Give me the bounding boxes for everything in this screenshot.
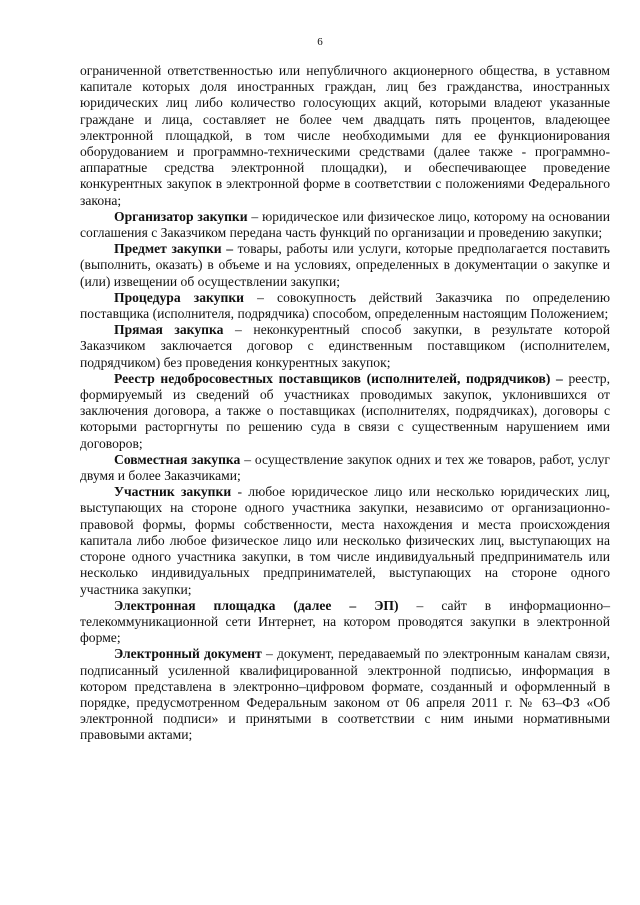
paragraph-continuation [80,63,610,209]
definition-text: – осуществление закупок одних и тех же товаров, работ, услуг двумя и более Заказчиками; [80,451,611,484]
definition-organizer [80,209,610,241]
definition-text: – документ, передаваемый по электронным каналам связи, подписанный усиленной квалифицированной электронной подписью, информация в котором представлена в электронно–цифровом формате, созданный и оформленный в порядке, предусмотренном Федеральным законом от 06 апреля 2011 г. № 63–ФЗ «Об электронной подписи» и принятыми в соответствии с ним иными нормативными правовыми актами; [80,646,610,743]
definition-text: - любое юридическое лицо или несколько юридических лиц, выступающих на стороне одного участника закупки, независимо от организационно-правовой формы, формы собственности, места нахождения и места происхождения капитала либо любое физическое лицо или несколько физических лиц, выступающих на стороне одного участника закупки, в том числе индивидуальный предприниматель или несколько индивидуальных предпринимателей, выступающих на стороне одного участника закупки; [80,484,610,597]
definition-registry [80,371,610,452]
term: Совместная закупка [114,451,241,467]
term: Участник закупки [114,484,232,500]
definition-text: – неконкурентный способ закупки, в результате которой Заказчиком заключается договор с единственным поставщиком (исполнителем, подрядчиком) без проведения конкурентных закупок; [80,322,610,370]
paragraph-text: ограниченной ответственностью или непубличного акционерного общества, в уставном капитале которых доля иностранных граждан, лиц без гражданства, иностранных юридических лиц либо количество голосующих акций, которыми владеют указанные граждане и лица, составляет не более чем двадцать пять процентов, владеющее электронной площадкой, в том числе необходимыми для ее функционирования оборудованием и программно-техническими средствами (далее также - программно-аппаратные средства электронной площадки), и обеспечивающее проведение конкурентных закупок в электронной форме в соответствии с положениями Федерального закона; [80,63,610,208]
document-body [80,63,610,744]
definition-text: – сайт в информационно–телекоммуникационной сети Интернет, на котором проводятся закупки в электронной форме; [80,597,610,646]
term: Прямая закупка [114,322,224,338]
definition-direct-purchase [80,322,610,371]
definition-joint-purchase [80,452,610,484]
term: Процедура закупки [114,289,244,305]
definition-procedure [80,290,610,322]
term: Реестр недобросовестных поставщиков (исполнителей, подрядчиков) – [114,370,563,386]
definition-electronic-document [80,646,610,743]
definition-subject [80,241,610,290]
definition-text: товары, работы или услуги, которые предполагается поставить (выполнить, оказать) в объеме и на условиях, определенных в документации о закупке и (или) извещении об осуществлении закупки; [80,241,610,289]
definition-text: – совокупность действий Заказчика по определению поставщика (исполнителя, подрядчика) способом, определенным настоящим Положением; [80,289,610,322]
definition-text: – юридическое или физическое лицо, которому на основании соглашения с Заказчиком передана часть функций по организации и проведению закупки; [80,208,610,241]
term: Электронная площадка (далее – ЭП) [114,597,399,613]
definition-electronic-platform [80,598,610,647]
term: Предмет закупки – [114,241,234,257]
term: Организатор закупки [114,208,248,224]
definition-participant [80,484,610,597]
page-number: 6 [317,36,323,48]
term: Электронный документ [114,646,262,662]
definition-text: реестр, формируемый из сведений об участниках проводимых закупок, уклонившихся от заключения договора, а также о поставщиках (исполнителях, подрядчиках), договоры с которыми расторгнуты по решению суда в связи с существенным нарушением ими договоров; [80,370,611,451]
